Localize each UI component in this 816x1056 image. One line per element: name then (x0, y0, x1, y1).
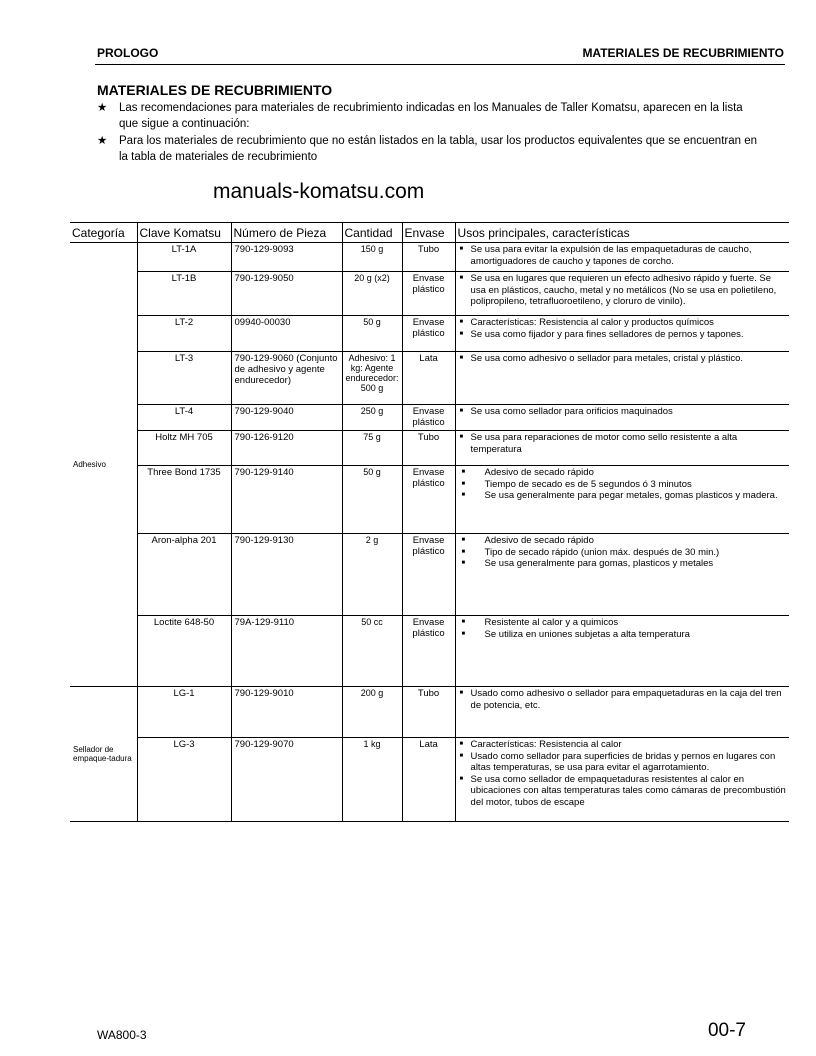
table-row (70, 272, 789, 316)
usos-bullet: ■ Se utiliza en uniones subjetas a alta temperatura (485, 629, 787, 641)
clave-cell: Three Bond 1735 (137, 466, 231, 534)
pieza-cell: 790-129-9093 (231, 243, 342, 272)
clave-cell: Holtz MH 705 (137, 431, 231, 466)
clave-cell: LT-2 (137, 316, 231, 352)
table-row (70, 687, 789, 738)
usos-bullet: ■ Características: Resistencia al calor y productos químicos (471, 317, 787, 329)
usos-cell (455, 616, 789, 687)
pieza-cell: 790-129-9040 (231, 405, 342, 431)
usos-cell (455, 687, 789, 738)
footer-model: WA800-3 (97, 1028, 147, 1042)
envase-cell: Envase plástico (402, 316, 455, 352)
footer-page-number: 00-7 (707, 1020, 746, 1041)
pieza-cell: 790-126-9120 (231, 431, 342, 466)
usos-cell (455, 431, 789, 466)
usos-bullet: ■ Se usa generalmente para pegar metales, gomas plasticos y madera. (485, 490, 787, 502)
col-header: Usos principales, características (455, 223, 789, 243)
cantidad-cell: 1 kg (342, 738, 402, 822)
envase-cell: Envase plástico (402, 272, 455, 316)
pieza-cell: 790-129-9070 (231, 738, 342, 822)
cantidad-cell: 50 cc (342, 616, 402, 687)
category-cell: Sellador de empaque-tadura (70, 687, 137, 822)
usos-bullet: ■ Se usa como sellador de empaquetaduras resistentes al calor en ubicaciones con altas temperaturas tales como cámaras de precombustión del motor, tubos de escape (471, 774, 787, 809)
usos-bullet: ■ Se usa como sellador para orificios maquinados (471, 406, 787, 418)
envase-cell: Lata (402, 352, 455, 405)
usos-cell (455, 466, 789, 534)
clave-cell: LT-3 (137, 352, 231, 405)
watermark: manuals-komatsu.com (213, 180, 425, 203)
envase-cell: Envase plástico (402, 534, 455, 616)
page-title: MATERIALES DE RECUBRIMIENTO (97, 82, 333, 98)
col-header: Clave Komatsu (137, 223, 231, 243)
usos-bullet: ■ Adesivo de secado rápido (485, 467, 787, 479)
pieza-cell: 79A-129-9110 (231, 616, 342, 687)
usos-bullet: ■ Se usa para evitar la expulsión de las empaquetaduras de caucho, amortiguadores de caucho y tapones de corcho. (471, 244, 787, 267)
col-header: Cantidad (342, 223, 402, 243)
table-row (70, 352, 789, 405)
intro-item: ★ Para los materiales de recubrimiento que no están listados en la tabla, usar los productos equivalentes que se encuentran en la tabla de materiales de recubrimiento (97, 135, 758, 163)
usos-bullet: ■ Tiempo de secado es de 5 segundos ó 3 minutos (485, 479, 787, 491)
envase-cell: Tubo (402, 431, 455, 466)
intro-item: ★ Las recomendaciones para materiales de recubrimiento indicadas en los Manuales de Taller Komatsu, aparecen en la lista que sigue a continuación: (97, 102, 743, 130)
usos-cell (455, 738, 789, 822)
clave-cell: Aron-alpha 201 (137, 534, 231, 616)
usos-bullet: ■ Adesivo de secado rápido (485, 535, 787, 547)
pieza-cell: 790-129-9140 (231, 466, 342, 534)
clave-cell: LT-4 (137, 405, 231, 431)
cantidad-cell: 250 g (342, 405, 402, 431)
cantidad-cell: 50 g (342, 466, 402, 534)
clave-cell: LG-3 (137, 738, 231, 822)
usos-bullet: ■ Usado como adhesivo o sellador para empaquetaduras en la caja del tren de potencia, etc. (471, 688, 787, 711)
table-row (70, 466, 789, 534)
pieza-cell: 790-129-9050 (231, 272, 342, 316)
category-cell: Adhesivo (73, 460, 106, 469)
table-header-row (70, 223, 789, 243)
usos-bullet: ■ Se usa en lugares que requieren un efecto adhesivo rápido y fuerte. Se usa en plásticos, caucho, metal y no metálicos (No se usa en polietileno, polipropileno, tetrafluoroetileno, y cloruro de vinilo). (471, 273, 787, 308)
cantidad-cell: 200 g (342, 687, 402, 738)
pieza-cell: 790-129-9060 (Conjunto de adhesivo y agente endurecedor) (231, 352, 342, 405)
clave-cell: LT-1A (137, 243, 231, 272)
usos-bullet: ■ Características: Resistencia al calor (471, 739, 787, 751)
usos-bullet: ■ Se usa generalmente para gomas, plasticos y metales (485, 558, 787, 570)
clave-cell: LT-1B (137, 272, 231, 316)
cantidad-cell: 75 g (342, 431, 402, 466)
col-header: Envase (402, 223, 455, 243)
usos-bullet: ■ Tipo de secado rápido (union máx. después de 30 min.) (485, 547, 787, 559)
table-row (70, 738, 789, 822)
envase-cell: Envase plástico (402, 405, 455, 431)
pieza-cell: 09940-00030 (231, 316, 342, 352)
usos-bullet: ■ Se usa como adhesivo o sellador para metales, cristal y plástico. (471, 353, 787, 365)
usos-bullet: ■ Se usa para reparaciones de motor como sello resistente a alta temperatura (471, 432, 787, 455)
envase-cell: Envase plástico (402, 466, 455, 534)
table-row (70, 616, 789, 687)
usos-cell (455, 272, 789, 316)
envase-cell: Lata (402, 738, 455, 822)
envase-cell: Tubo (402, 687, 455, 738)
table-row (70, 316, 789, 352)
clave-cell: LG-1 (137, 687, 231, 738)
header-section: PROLOGO (97, 46, 159, 60)
pieza-cell: 790-129-9010 (231, 687, 342, 738)
usos-bullet: ■ Resistente al calor y a quimicos (485, 617, 787, 629)
table-row (70, 405, 789, 431)
col-header: Número de Pieza (231, 223, 342, 243)
table-row (70, 243, 789, 272)
table-row (70, 534, 789, 616)
star-icon: ★ (97, 135, 108, 147)
pieza-cell: 790-129-9130 (231, 534, 342, 616)
header-chapter: MATERIALES DE RECUBRIMIENTO (582, 46, 784, 60)
col-header: Categoría (70, 223, 137, 243)
header-rule (95, 64, 785, 65)
envase-cell: Tubo (402, 243, 455, 272)
clave-cell: Loctite 648-50 (137, 616, 231, 687)
usos-cell (455, 534, 789, 616)
usos-bullet: ■ Usado como sellador para superficies de bridas y pernos en lugares con altas temperaturas, se usa para evitar el agarrotamiento. (471, 751, 787, 774)
usos-cell (455, 316, 789, 352)
cantidad-cell: 2 g (342, 534, 402, 616)
table-row (70, 431, 789, 466)
usos-bullet: ■ Se usa como fijador y para fines selladores de pernos y tapones. (471, 329, 787, 341)
usos-cell (455, 352, 789, 405)
cantidad-cell: Adhesivo: 1 kg: Agente endurecedor: 500 g (342, 352, 402, 405)
cantidad-cell: 50 g (342, 316, 402, 352)
usos-cell (455, 405, 789, 431)
materials-table (70, 222, 789, 822)
cantidad-cell: 20 g (x2) (342, 272, 402, 316)
star-icon: ★ (97, 102, 108, 114)
cantidad-cell: 150 g (342, 243, 402, 272)
usos-cell (455, 243, 789, 272)
envase-cell: Envase plástico (402, 616, 455, 687)
